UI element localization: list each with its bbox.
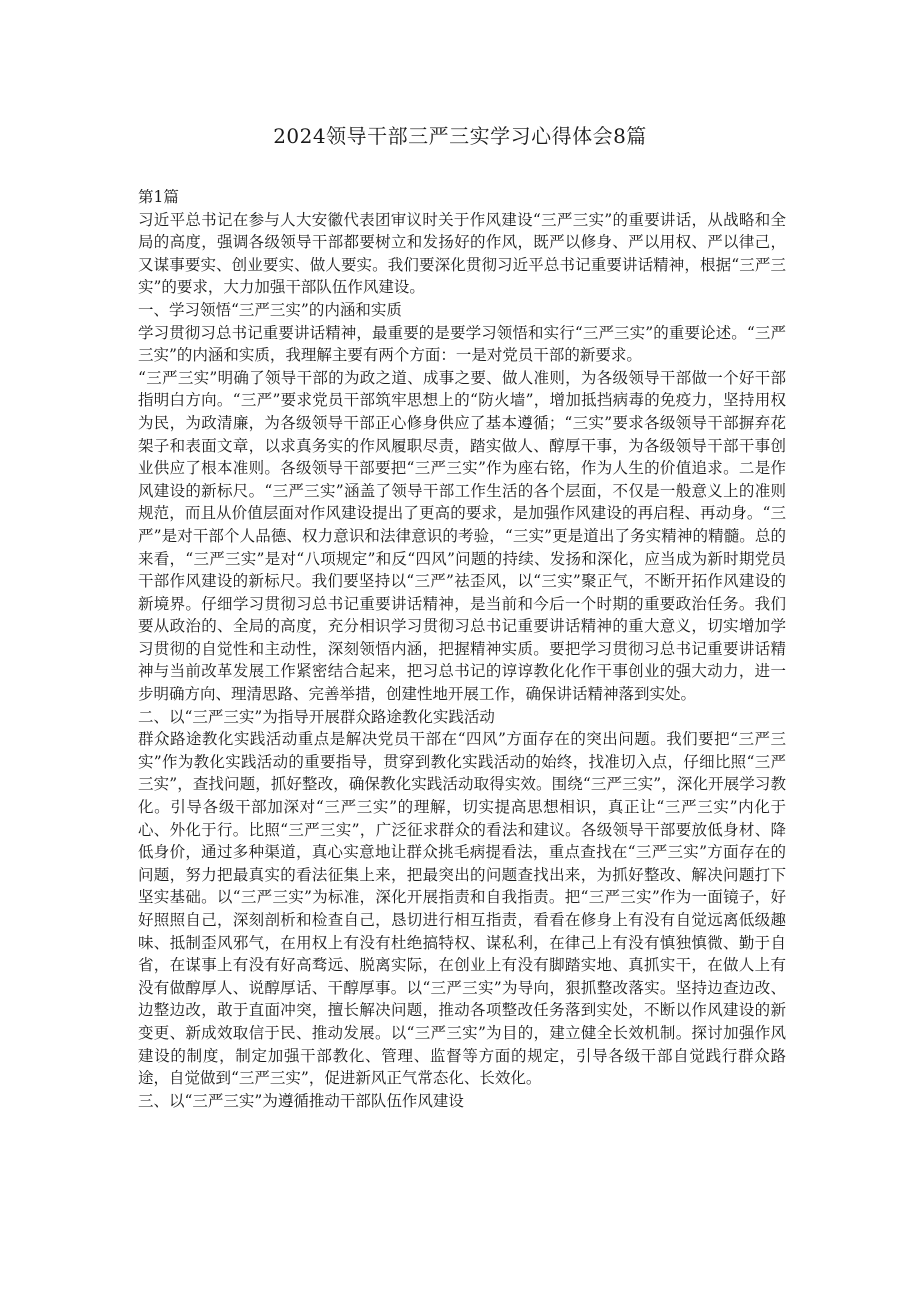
paragraph: “三严三实”明确了领导干部的为政之道、成事之要、做人准则，为各级领导干部做一个好干部指明白方向。“三严”要求党员干部筑牢思想上的“防火墙”，增加抵挡病毒的免疫力，坚持用权为民，为政清廉，为各级领导干部正心修身供应了基本遵循；“三实”要求各级领导干部摒弃花架子和表面文章，以求真务实的作风履职尽责，踏实做人、醇厚干事，为各级领导干部干事创业供应了根本准则。各级领导干部要把“三严三实”作为座右铭，作为人生的价值追求。二是作风建设的新标尺。“三严三实”涵盖了领导干部工作生活的各个层面，不仅是一般意义上的准则规范，而且从价值层面对作风建设提出了更高的要求，是加强作风建设的再启程、再动身。“三严”是对干部个人品德、权力意识和法律意识的考验，“三实”更是道出了务实精神的精髓。总的来看，“三严三实”是对“八项规定”和反“四风”问题的持续、发扬和深化，应当成为新时期党员干部作风建设的新标尺。我们要坚持以“三严”祛歪风，以“三实”聚正气，不断开拓作风建设的新境界。仔细学习贯彻习总书记重要讲话精神，是当前和今后一个时期的重要政治任务。我们要从政治的、全局的高度，充分相识学习贯彻习总书记重要讲话精神的重大意义，切实增加学习贯彻的自觉性和主动性，深刻领悟内涵，把握精神实质。要把学习贯彻习总书记重要讲话精神与当前改革发展工作紧密结合起来，把习总书记的谆谆教化化作干事创业的强大动力，进一步明确方向、理清思路、完善举措，创建性地开展工作，确保讲话精神落到实处。: [138, 368, 786, 704]
document-title: 2024领导干部三严三实学习心得体会8篇: [273, 124, 647, 148]
section-heading: 三、以“三严三实”为遵循推动干部队伍作风建设: [138, 1091, 464, 1110]
section-heading: 二、以“三严三实”为指导开展群众路途教化实践活动: [138, 707, 495, 726]
paragraph: 习近平总书记在参与人大安徽代表团审议时关于作风建设“三严三实”的重要讲话，从战略和全局的高度，强调各级领导干部都要树立和发扬好的作风，既严以修身、严以用权、严以律己，又谋事要实、创业要实、做人要实。我们要深化贯彻习近平总书记重要讲话精神，根据“三严三实”的要求，大力加强干部队伍作风建设。: [138, 210, 786, 297]
paragraph: 群众路途教化实践活动重点是解决党员干部在“四风”方面存在的突出问题。我们要把“三严三实”作为教化实践活动的重要指导，贯穿到教化实践活动的始终，找准切入点，仔细比照“三严三实”，查找问题，抓好整改，确保教化实践活动取得实效。围绕“三严三实”，深化开展学习教化。引导各级干部加深对“三严三实”的理解，切实提高思想相识，真正让“三严三实”内化于心、外化于行。比照“三严三实”，广泛征求群众的看法和建议。各级领导干部要放低身材、降低身价，通过多种渠道，真心实意地让群众挑毛病提看法，重点查找在“三严三实”方面存在的问题，努力把最真实的看法征集上来，把最突出的问题查找出来，为抓好整改、解决问题打下坚实基础。以“三严三实”为标准，深化开展指责和自我指责。把“三严三实”作为一面镜子，好好照照自己，深刻剖析和检查自己，恳切进行相互指责，看看在修身上有没有自觉远离低级趣味、抵制歪风邪气，在用权上有没有杜绝搞特权、谋私利，在律己上有没有慎独慎微、勤于自省，在谋事上有没有好高骛远、脱离实际，在创业上有没有脚踏实地、真抓实干，在做人上有没有做醇厚人、说醇厚话、干醇厚事。以“三严三实”为导向，狠抓整改落实。坚持边查边改、边整边改，敢于直面冲突，擅长解决问题，推动各项整改任务落到实处，不断以作风建设的新变更、新成效取信于民、推动发展。以“三严三实”为目的，建立健全长效机制。探讨加强作风建设的制度，制定加强干部教化、管理、监督等方面的规定，引导各级干部自觉践行群众路途，自觉做到“三严三实”，促进新风正气常态化、长效化。: [138, 730, 786, 1088]
document-body: [138, 186, 786, 1112]
section-heading: 第1篇: [138, 188, 179, 206]
section-heading: 一、学习领悟“三严三实”的内涵和实质: [138, 300, 402, 319]
paragraph: 学习贯彻习总书记重要讲话精神，最重要的是要学习领悟和实行“三严三实”的重要论述。“三严三实”的内涵和实质，我理解主要有两个方面：一是对党员干部的新要求。: [138, 323, 786, 365]
